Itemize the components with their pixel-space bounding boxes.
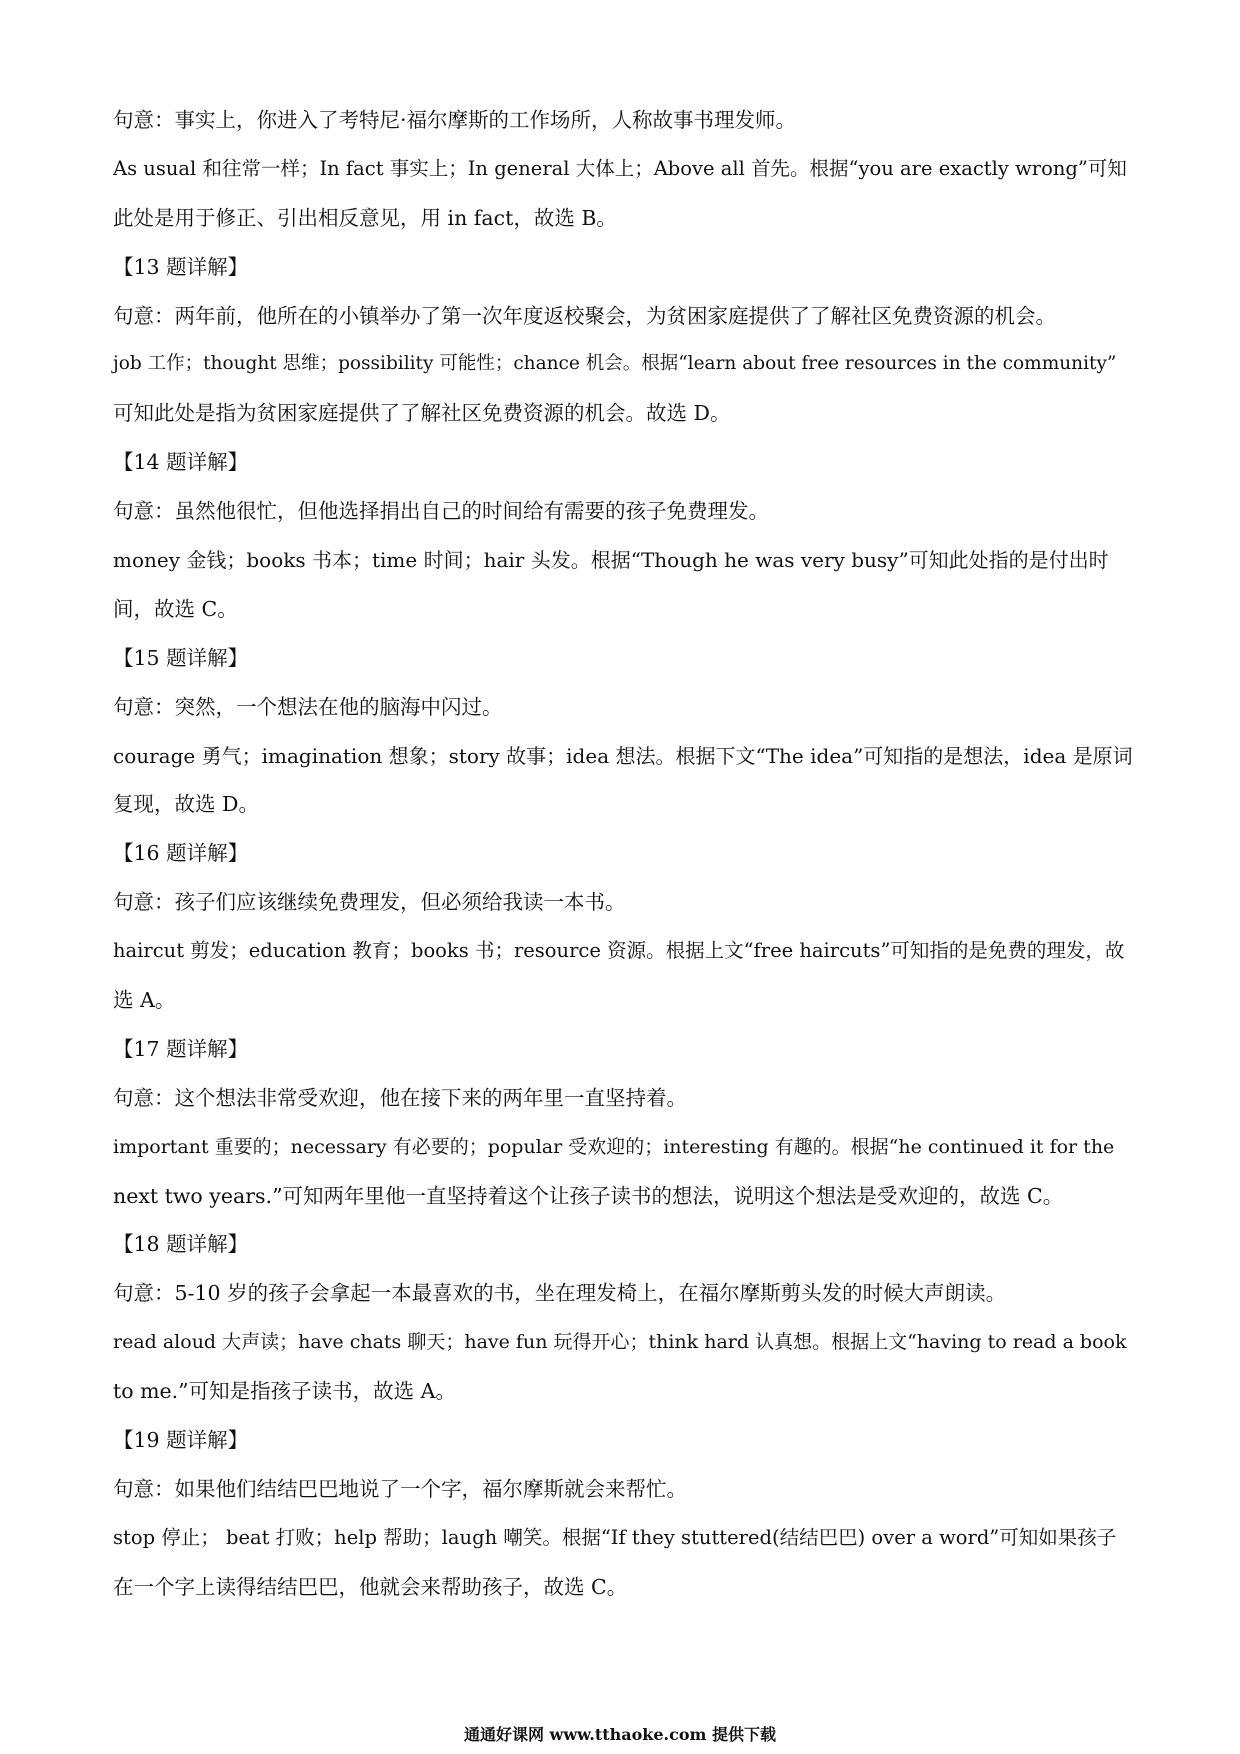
- text-line: 句意：虽然他很忙，但他选择捐出自己的时间给有需要的孩子免费理发。: [113, 499, 769, 524]
- text-line: 【15 题详解】: [113, 645, 249, 670]
- text-line: 间，故选 C。: [113, 596, 238, 621]
- text-line: 此处是用于修正、引出相反意见，用 in fact，故选 B。: [113, 205, 617, 230]
- text-line: to me.”可知是指孩子读书，故选 A。: [113, 1379, 456, 1404]
- text-line: 可知此处是指为贫困家庭提供了了解社区免费资源的机会。故选 D。: [113, 401, 731, 426]
- page-footer: 通通好课网 www.tthaoke.com 提供下载: [463, 1725, 777, 1744]
- text-line: courage 勇气；imagination 想象；story 故事；idea 想法。根据下文“The idea”可知指的是想法，idea 是原词: [113, 743, 1133, 768]
- text-line: 【19 题详解】: [113, 1428, 249, 1453]
- text-line: 【13 题详解】: [113, 254, 249, 279]
- text-line: As usual 和往常一样；In fact 事实上；In general 大体上；Above all 首先。根据“you are exactly wrong”可知: [113, 156, 1127, 180]
- text-line: read aloud 大声读；have chats 聊天；have fun 玩得开心；think hard 认真想。根据上文“having to read a book: [113, 1331, 1127, 1354]
- text-line: 句意：5-10 岁的孩子会拿起一本最喜欢的书，坐在理发椅上，在福尔摩斯剪头发的时候大声朗读。: [113, 1281, 1007, 1306]
- text-line: 【16 题详解】: [113, 841, 249, 866]
- text-line: stop 停止； beat 打败；help 帮助；laugh 嘲笑。根据“If they stuttered(结结巴巴) over a word”可知如果孩子: [113, 1525, 1117, 1549]
- text-line: 选 A。: [113, 988, 176, 1013]
- text-line: 【18 题详解】: [113, 1232, 249, 1257]
- text-line: 句意：事实上，你进入了考特尼·福尔摩斯的工作场所，人称故事书理发师。: [113, 108, 797, 132]
- text-line: next two years.”可知两年里他一直坚持着这个让孩子读书的想法，说明这个想法是受欢迎的，故选 C。: [113, 1183, 1064, 1208]
- text-line: 【17 题详解】: [113, 1036, 249, 1061]
- text-line: 句意：如果他们结结巴巴地说了一个字，福尔摩斯就会来帮忙。: [113, 1476, 687, 1501]
- text-line: 复现，故选 D。: [113, 792, 259, 817]
- text-line: 在一个字上读得结结巴巴，他就会来帮助孩子，故选 C。: [113, 1574, 628, 1599]
- text-line: 句意：两年前，他所在的小镇举办了第一次年度返校聚会，为贫困家庭提供了了解社区免费资源的机会。: [113, 303, 1056, 328]
- text-line: 【14 题详解】: [113, 450, 249, 475]
- text-line: important 重要的；necessary 有必要的；popular 受欢迎的；interesting 有趣的。根据“he continued it for the: [113, 1135, 1115, 1158]
- text-line: money 金钱；books 书本；time 时间；hair 头发。根据“Though he was very busy”可知此处指的是付出时: [113, 548, 1109, 573]
- text-line: job 工作；thought 思维；possibility 可能性；chance 机会。根据“learn about free resources in the community”: [113, 353, 1117, 375]
- document-body: [113, 96, 1133, 1612]
- text-line: 句意：孩子们应该继续免费理发，但必须给我读一本书。: [113, 890, 626, 915]
- text-line: 句意：这个想法非常受欢迎，他在接下来的两年里一直坚持着。: [113, 1085, 687, 1110]
- text-line: 句意：突然，一个想法在他的脑海中闪过。: [113, 694, 503, 719]
- text-line: haircut 剪发；education 教育；books 书；resource 资源。根据上文“free haircuts”可知指的是免费的理发，故: [113, 939, 1125, 963]
